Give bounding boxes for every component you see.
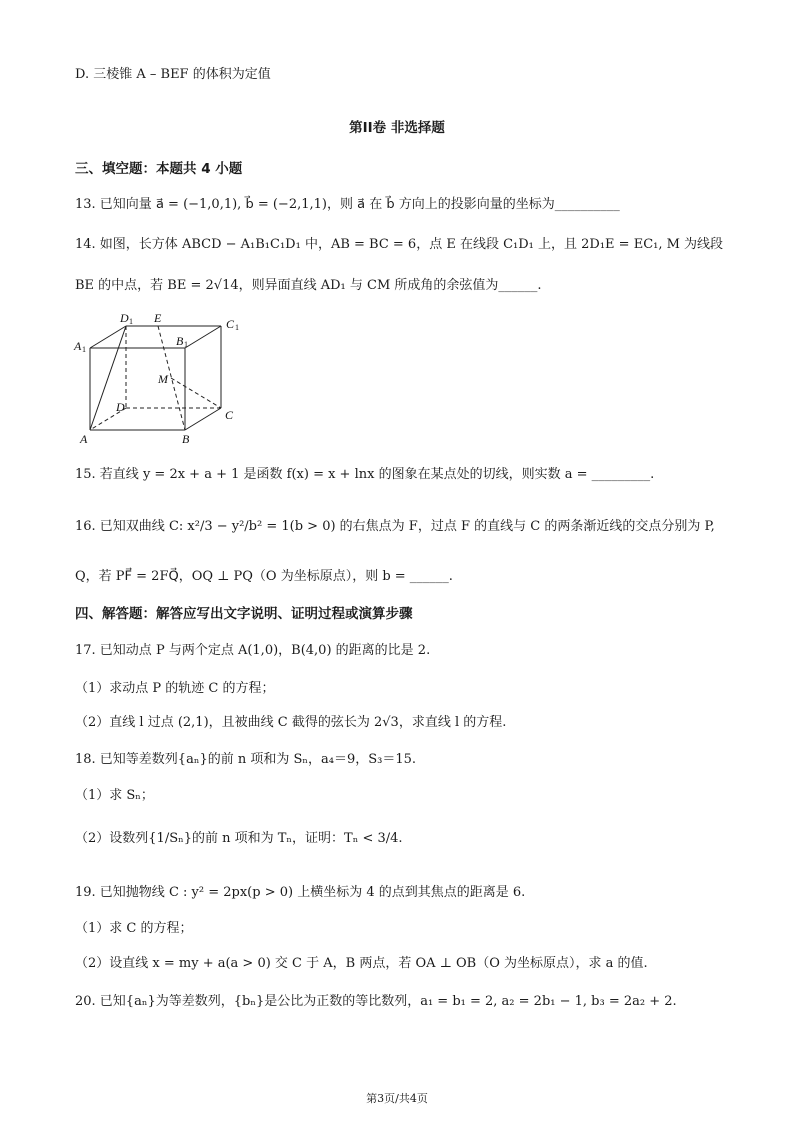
label-D: D bbox=[116, 400, 125, 414]
label-B1-sub: 1 bbox=[184, 340, 188, 349]
question-15: 15. 若直线 y = 2x + a + 1 是函数 f(x) = x + lnx 的图象在某点处的切线，则实数 a = _________. bbox=[75, 467, 655, 482]
question-16-line1: 16. 已知双曲线 C: x²/3 − y²/b² = 1(b > 0) 的右焦点为 F，过点 F 的直线与 C 的两条渐近线的交点分别为 P, bbox=[75, 519, 715, 534]
label-B1: B bbox=[176, 334, 184, 348]
label-B: B bbox=[182, 432, 190, 446]
label-C: C bbox=[225, 408, 234, 422]
part4-heading: 四、解答题：解答应写出文字说明、证明过程或演算步骤 bbox=[75, 606, 413, 622]
part3-heading: 三、填空题：本题共 4 小题 bbox=[75, 161, 243, 177]
label-A: A bbox=[80, 432, 88, 446]
label-C1: C bbox=[226, 317, 235, 331]
question-19-part2: （2）设直线 x = my + a(a > 0) 交 C 于 A，B 两点，若 OA ⊥ OB（O 为坐标原点），求 a 的值. bbox=[75, 956, 648, 971]
label-C1-sub: 1 bbox=[235, 323, 239, 332]
label-E: E bbox=[154, 311, 162, 325]
page-footer: 第3页/共4页 bbox=[366, 1092, 428, 1105]
label-D1-sub: 1 bbox=[129, 317, 133, 326]
section-title: 第II卷 非选择题 bbox=[349, 120, 445, 136]
label-D1: D bbox=[120, 311, 129, 325]
option-d: D. 三棱锥 A – BEF 的体积为定值 bbox=[75, 67, 271, 82]
question-16-line2: Q，若 PF⃗ = 2FQ⃗，OQ ⊥ PQ（O 为坐标原点），则 b = ______. bbox=[75, 569, 453, 584]
question-18-part1: （1）求 Sₙ； bbox=[75, 788, 154, 803]
question-14-line2: BE 的中点，若 BE = 2√14，则异面直线 AD₁ 与 CM 所成角的余弦值为______. bbox=[75, 278, 542, 293]
question-17-part1: （1）求动点 P 的轨迹 C 的方程； bbox=[75, 681, 275, 696]
label-A1: A bbox=[74, 339, 82, 353]
question-18: 18. 已知等差数列{aₙ}的前 n 项和为 Sₙ，a₄＝9，S₃＝15. bbox=[75, 752, 417, 767]
question-14-line1: 14. 如图，长方体 ABCD − A₁B₁C₁D₁ 中，AB = BC = 6，点 E 在线段 C₁D₁ 上，且 2D₁E = EC₁, M 为线段 bbox=[75, 237, 724, 252]
cuboid-figure bbox=[70, 310, 250, 450]
question-17-part2: （2）直线 l 过点 (2,1)，且被曲线 C 截得的弦长为 2√3，求直线 l 的方程. bbox=[75, 715, 507, 730]
question-13: 13. 已知向量 a⃗ = (−1,0,1), b⃗ = (−2,1,1)，则 a⃗ 在 b⃗ 方向上的投影向量的坐标为__________ bbox=[75, 197, 620, 212]
question-19: 19. 已知抛物线 C : y² = 2px(p > 0) 上横坐标为 4 的点到其焦点的距离是 6. bbox=[75, 885, 526, 900]
question-19-part1: （1）求 C 的方程； bbox=[75, 921, 193, 936]
question-20: 20. 已知{aₙ}为等差数列，{bₙ}是公比为正数的等比数列，a₁ = b₁ = 2, a₂ = 2b₁ − 1, b₃ = 2a₂ + 2. bbox=[75, 994, 677, 1009]
question-18-part2: （2）设数列{1/Sₙ}的前 n 项和为 Tₙ，证明：Tₙ < 3/4. bbox=[75, 831, 403, 846]
question-17: 17. 已知动点 P 与两个定点 A(1,0)，B(4,0) 的距离的比是 2. bbox=[75, 643, 431, 658]
segment-AD1 bbox=[90, 326, 126, 430]
label-M: M bbox=[158, 372, 168, 386]
edge-CB bbox=[185, 408, 221, 430]
edge-A1D1 bbox=[90, 326, 126, 348]
label-A1-sub: 1 bbox=[82, 345, 86, 354]
edge-C1B1 bbox=[185, 326, 221, 348]
